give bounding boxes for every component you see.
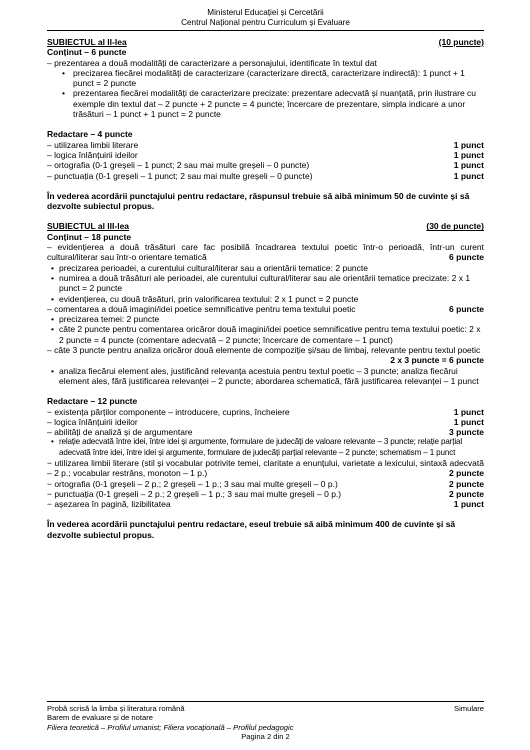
scoring-points: 1 punct	[453, 499, 484, 510]
bullet-text: precizarea temei: 2 puncte	[59, 314, 160, 325]
scoring-points: 1 punct	[453, 170, 484, 181]
scoring-text: − existența părților componente – introducere, cuprins, încheiere	[47, 406, 290, 417]
header-divider	[47, 30, 484, 31]
criterion-points: 6 puncte	[449, 303, 484, 314]
bullet-text: numirea a două trăsături ale perioadei, ale curentului cultural/literar sau ale orientării tematice precizate: 2 x 1 punct = 2 puncte	[59, 272, 471, 294]
scoring-points: 3 puncte	[449, 427, 484, 438]
scoring-text: – abilități de analiză și de argumentare	[47, 427, 193, 438]
scoring-text: – ortografia (0-1 greșeli – 1 punct; 2 sau mai multe greșeli – 0 puncte)	[47, 160, 310, 171]
center-name: Centrul Național pentru Curriculum și Evaluare	[181, 18, 350, 27]
bullet-item: • evidențierea, cu două trăsături, prin valorificarea textului: 2 x 1 punct = 2 puncte	[51, 293, 359, 304]
bullet-item: • relație adecvată între idei, între idei și argumente, formulare de judecăți de valoare relevante – 3 puncte; relație parțial adecvată între idei, între idei și argumente, formulare de judecăți parțial relevante – 2 puncte; schematism – 1 punct	[51, 437, 462, 457]
footer-exam-name: Probă scrisă la limba și literatura română	[47, 704, 185, 713]
scoring-points: 1 punct	[453, 416, 484, 427]
bullet-text: precizarea perioadei, a curentului cultural/literar sau a orientării tematice: 2 puncte	[59, 262, 368, 273]
section-2-criterion: – prezentarea a două modalități de caracterizare a personajului, identificate în textul dat	[47, 57, 377, 68]
scoring-points: 2 puncte	[449, 468, 484, 479]
document-page	[47, 0, 484, 750]
section-3-heading	[47, 221, 484, 231]
footer-divider	[47, 701, 484, 702]
scoring-text: – utilizarea limbii literare	[47, 139, 139, 150]
scoring-row	[47, 150, 484, 160]
bullet-text: relație adecvată între idei, între idei și argumente, formulare de judecăți de valoare relevante – 3 puncte; relație parțial adecvată între idei, între idei și argumente, formulare de judecăți parțial relevante – 2 puncte; schematism – 1 punct	[59, 437, 462, 457]
scoring-points: 1 punct	[453, 149, 484, 160]
bullet-text: analiza fiecărui element ales, justificând relevanța acestuia pentru textul poetic – 3 puncte; analiza fiecărui element ales, fără justificarea relevanței – 2 puncte; abordarea schematică, fără justificarea relevanței – 1 punct	[59, 365, 479, 386]
section-3-criterion-1	[47, 242, 484, 263]
scoring-row	[47, 489, 484, 499]
criterion-text: – câte 3 puncte pentru analiza oricăror două elemente de compoziție și/sau de limbaj, relevante pentru textul poetic	[47, 345, 481, 356]
section-2-content-title: Conținut – 6 puncte	[47, 47, 127, 58]
section-3-criterion-3	[47, 345, 484, 366]
scoring-text: – punctuația (0-1 greșeli – 1 punct; 2 sau mai multe greșeli – 0 puncte)	[47, 170, 313, 181]
section-3-points: (30 de puncte)	[426, 221, 484, 232]
section-3-content-title: Conținut – 18 puncte	[47, 231, 132, 242]
bullet-item: • numirea a două trăsături ale perioadei, ale curentului cultural/literar sau ale orientării tematice precizate: 2 x 1 punct = 2 puncte	[51, 272, 471, 294]
section-3-criterion-2	[47, 304, 484, 314]
criterion-points: 2 x 3 puncte = 6 puncte	[390, 355, 484, 366]
scoring-text: − punctuația (0-1 greșeli – 2 p.; 2 greșeli – 1 p.; 3 sau mai multe greșeli – 0 p.)	[47, 488, 342, 499]
footer-profile: Filiera teoretică – Profilul umanist; Filiera vocațională – Profilul pedagogic	[47, 722, 294, 732]
bullet-text: prezentarea fiecărei modalități de caracterizare precizate: prezentare adecvată și nuanțată, prin ilustrare cu exemple din textul dat – 2 puncte + 2 puncte = 4 puncte; încercare de prezentare, simpla indicare a unor trăsături – 1 punct + 1 punct = 2 puncte	[73, 88, 477, 120]
scoring-row	[47, 171, 484, 181]
document-body	[47, 37, 484, 540]
scoring-points: 1 punct	[453, 139, 484, 150]
scoring-text: – logica înlănțuirii ideilor	[47, 416, 138, 427]
bullet-item: • câte 2 puncte pentru comentarea oricăror două imagini/idei poetice semnificative pentru tema textului poetic: 2 x 2 puncte = 4 puncte (comentare adecvată – 2 puncte; încercare de comentare – 1 punct)	[51, 324, 481, 345]
bullet-text: evidențierea, cu două trăsături, prin valorificarea textului: 2 x 1 punct = 2 puncte	[59, 293, 359, 304]
bullet-item: • precizarea temei: 2 puncte	[51, 314, 160, 325]
bullet-item: • precizarea fiecărei modalități de caracterizare (caracterizare directă, caracterizare indirectă): 1 punct + 1 punct = 2 puncte	[62, 67, 465, 89]
section-2-redactare-title: Redactare – 4 puncte	[47, 129, 133, 140]
scoring-row	[47, 427, 484, 437]
criterion-text: – comentarea a două imagini/idei poetice semnificative pentru tema textului poetic	[47, 303, 356, 314]
footer-row	[47, 704, 484, 713]
bullet-item: • prezentarea fiecărei modalități de caracterizare precizate: prezentare adecvată și nuanțată, prin ilustrare cu exemple din textul dat – 2 puncte + 2 puncte = 4 puncte; încercare de prezentare, simpla indicare a unor trăsături – 1 punct + 1 punct = 2 puncte	[62, 88, 477, 120]
scoring-row	[47, 479, 484, 489]
scoring-row-language	[47, 458, 484, 479]
scoring-row	[47, 499, 484, 509]
section-2-note: În vederea acordării punctajului pentru redactare, răspunsul trebuie să aibă minimum 50 de cuvinte și să dezvolte subiectul propus.	[47, 190, 470, 212]
bullet-item: • precizarea perioadei, a curentului cultural/literar sau a orientării tematice: 2 puncte	[51, 262, 368, 273]
scoring-text: − utilizarea limbii literare (stil și vocabular potrivite temei, claritate a enunțului, varietate a lexicului, sintaxă adecvată – 2 p.; vocabular restrâns, monoton – 1 p.)	[47, 457, 484, 479]
scoring-row	[47, 417, 484, 427]
criterion-points: 6 puncte	[449, 252, 484, 263]
footer-simulation-label: Simulare	[454, 704, 484, 713]
section-3-redactare-title: Redactare – 12 puncte	[47, 396, 138, 407]
bullet-text: precizarea fiecărei modalități de caracterizare (caracterizare directă, caracterizare indirectă): 1 punct + 1 punct = 2 puncte	[73, 67, 465, 89]
bullet-text: câte 2 puncte pentru comentarea oricăror două imagini/idei poetice semnificative pentru tema textului poetic: 2 x 2 puncte = 4 puncte (comentare adecvată – 2 puncte; încercare de comentare – 1 punct)	[59, 324, 481, 345]
scoring-text: − așezarea în pagină, lizibilitatea	[47, 499, 171, 510]
page-number: Pagina 2 din 2	[241, 732, 290, 742]
section-3-title: SUBIECTUL al III-lea	[47, 221, 130, 232]
bullet-item: • analiza fiecărui element ales, justificând relevanța acestuia pentru textul poetic – 3 puncte; analiza fiecărui element ales, fără justificarea relevanței – 2 puncte; abordarea schematică, fără justificarea relevanței – 1 punct	[51, 365, 479, 386]
scoring-text: − ortografia (0-1 greșeli – 2 p.; 2 greșeli – 1 p.; 3 sau mai multe greșeli – 0 p.)	[47, 478, 338, 489]
page-footer	[47, 704, 484, 742]
ministry-name: Ministerul Educației și Cercetării	[207, 8, 324, 17]
scoring-row	[47, 160, 484, 170]
scoring-row	[47, 407, 484, 417]
scoring-text: – logica înlănțuirii ideilor	[47, 149, 138, 160]
scoring-points: 2 puncte	[449, 478, 484, 489]
section-2-title: SUBIECTUL al II-lea	[47, 37, 127, 47]
section-2-points: (10 puncte)	[438, 37, 484, 47]
scoring-row	[47, 140, 484, 150]
scoring-points: 2 puncte	[449, 488, 484, 499]
section-2-heading	[47, 37, 484, 47]
section-3-note: În vederea acordării punctajului pentru redactare, eseul trebuie să aibă minimum 400 de cuvinte și să dezvolte subiectul propus.	[47, 519, 456, 540]
criterion-text: – evidențierea a două trăsături care fac posibilă încadrarea textului poetic într-o perioadă, într-un curent cultural/literar sau într-o orientare tematică	[47, 242, 484, 263]
footer-barem-label: Barem de evaluare și de notare	[47, 713, 153, 723]
scoring-points: 1 punct	[453, 406, 484, 417]
scoring-points: 1 punct	[453, 160, 484, 171]
